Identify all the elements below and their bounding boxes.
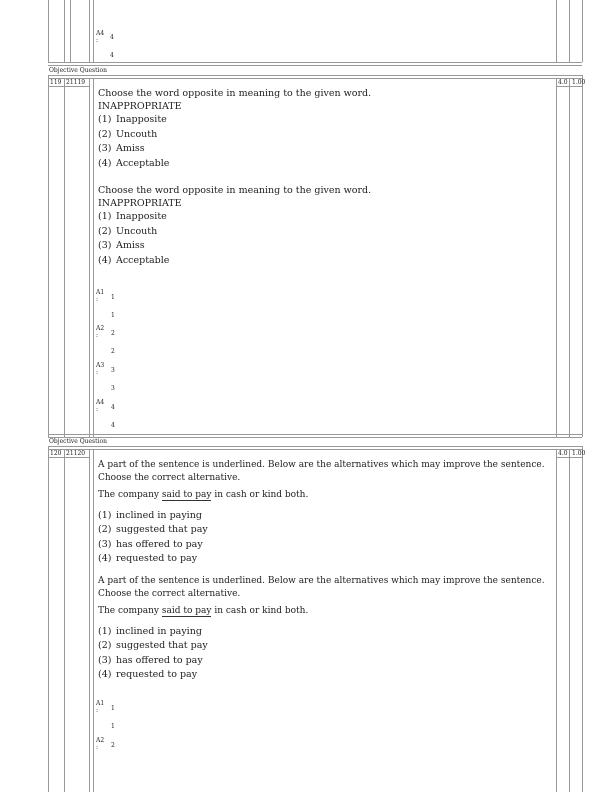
answer-value: 2 bbox=[111, 330, 115, 337]
question-block bbox=[98, 185, 371, 268]
answer-colon: : bbox=[96, 37, 99, 44]
answer-label: A4 bbox=[96, 399, 105, 406]
serial-number: 120 bbox=[50, 450, 62, 457]
answer-colon: : bbox=[96, 744, 99, 751]
answer-colon: : bbox=[96, 369, 99, 376]
answer-sub: 1 bbox=[111, 723, 115, 730]
question-sentence: The company said to pay in cash or kind both. bbox=[98, 490, 309, 500]
question-block bbox=[98, 88, 371, 171]
negative-marks: 1.00 bbox=[572, 79, 586, 86]
answer-colon: : bbox=[96, 707, 99, 714]
option-3: (3) has offered to pay bbox=[98, 538, 203, 550]
option-3: (3) has offered to pay bbox=[98, 654, 203, 666]
negative-marks: 1.00 bbox=[572, 450, 586, 457]
option-3: (3) Amiss bbox=[98, 240, 145, 252]
serial-number: 119 bbox=[50, 79, 62, 86]
question-prompt-line2: Choose the correct alternative. bbox=[98, 588, 241, 599]
question-prompt-line1: A part of the sentence is underlined. Below are the alternatives which may improve the sentence. bbox=[98, 460, 545, 470]
answer-label: A2 bbox=[96, 737, 105, 744]
option-2: (2) Uncouth bbox=[98, 225, 158, 237]
option-2: (2) suggested that pay bbox=[98, 640, 208, 652]
question-prompt: Choose the word opposite in meaning to the given word. bbox=[98, 88, 372, 99]
answer-sub: 4 bbox=[110, 52, 114, 59]
answer-label: A4 bbox=[96, 30, 105, 37]
answer-value: 3 bbox=[111, 367, 115, 374]
answer-value: 4 bbox=[111, 404, 115, 411]
option-4: (4) requested to pay bbox=[98, 669, 198, 681]
option-2: (2) suggested that pay bbox=[98, 524, 208, 536]
option-4: (4) requested to pay bbox=[98, 553, 198, 565]
question-word: INAPPROPRIATE bbox=[98, 197, 182, 209]
question-prompt: Choose the word opposite in meaning to the given word. bbox=[98, 185, 372, 196]
answer-value: 4 bbox=[110, 34, 114, 41]
question-prompt-line1: A part of the sentence is underlined. Below are the alternatives which may improve the sentence. bbox=[98, 576, 545, 586]
answer-value: 1 bbox=[111, 294, 115, 301]
underlined-part: said to pay bbox=[161, 490, 212, 500]
answer-label: A2 bbox=[96, 325, 105, 332]
question-id: 21120 bbox=[66, 450, 86, 457]
answer-sub: 4 bbox=[111, 422, 115, 429]
answer-colon: : bbox=[96, 332, 99, 339]
marks: 4.0 bbox=[558, 79, 568, 86]
option-1: (1) Inapposite bbox=[98, 211, 167, 222]
section-header: Objective Question bbox=[49, 438, 107, 445]
option-3: (3) Amiss bbox=[98, 143, 145, 155]
option-4: (4) Acceptable bbox=[98, 157, 170, 169]
answer-sub: 1 bbox=[111, 312, 115, 319]
question-sentence: The company said to pay in cash or kind both. bbox=[98, 606, 309, 616]
answer-sub: 3 bbox=[111, 385, 115, 392]
question-prompt-line2: Choose the correct alternative. bbox=[98, 472, 241, 483]
option-1: (1) Inapposite bbox=[98, 114, 167, 125]
answer-value: 2 bbox=[111, 742, 115, 749]
option-1: (1) inclined in paying bbox=[98, 509, 202, 521]
marks: 4.0 bbox=[558, 450, 568, 457]
underlined-part: said to pay bbox=[161, 606, 212, 616]
question-block bbox=[98, 459, 554, 567]
option-1: (1) inclined in paying bbox=[98, 625, 202, 637]
question-block bbox=[98, 575, 554, 683]
answer-colon: : bbox=[96, 406, 99, 413]
answer-label: A3 bbox=[96, 362, 105, 369]
option-4: (4) Acceptable bbox=[98, 254, 170, 266]
answer-label: A1 bbox=[96, 700, 105, 707]
answer-sub: 2 bbox=[111, 348, 115, 355]
question-word: INAPPROPRIATE bbox=[98, 100, 182, 112]
option-2: (2) Uncouth bbox=[98, 128, 158, 140]
question-id: 21119 bbox=[66, 79, 86, 86]
answer-value: 1 bbox=[111, 705, 115, 712]
answer-colon: : bbox=[96, 296, 99, 303]
section-header: Objective Question bbox=[49, 67, 107, 74]
answer-label: A1 bbox=[96, 289, 105, 296]
